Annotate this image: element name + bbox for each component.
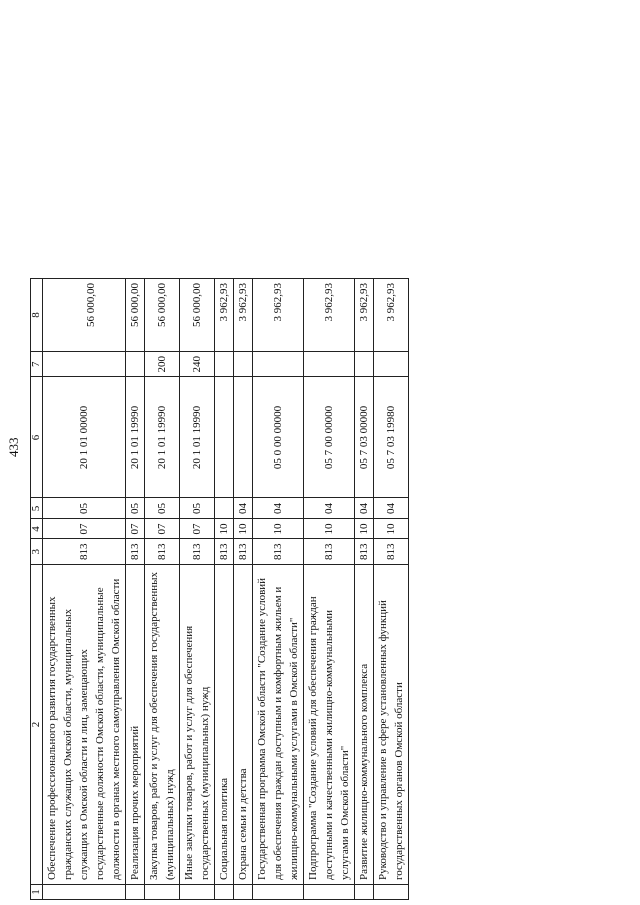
table-row [304,279,355,900]
cell-csr: 05 7 03 00000 [355,377,374,498]
cell-code: 813 [304,539,355,565]
cell-podrazdel: 05 [145,498,180,519]
cell-name: Реализация прочих мероприятий [126,565,145,885]
cell-podrazdel: 04 [253,498,304,519]
col-header: 4 [31,519,43,539]
col-header: 1 [31,885,43,900]
cell-razdel: 07 [126,519,145,539]
cell-name: Закупка товаров, работ и услуг для обеспечения государственных (муниципальных) нужд [145,565,180,885]
page-number: 433 [6,437,21,457]
cell-csr: 20 1 01 00000 [43,377,126,498]
cell-vr [355,352,374,378]
cell-amount: 3 962,93 [374,279,409,352]
cell-amount: 3 962,93 [304,279,355,352]
cell-code: 813 [234,539,253,565]
cell-col1 [355,885,374,900]
cell-col1 [43,885,126,900]
col-header: 8 [31,279,43,352]
cell-amount: 3 962,93 [253,279,304,352]
cell-podrazdel: 04 [234,498,253,519]
cell-col1 [145,885,180,900]
cell-amount: 3 962,93 [234,279,253,352]
cell-razdel: 10 [355,519,374,539]
cell-name: Развитие жилищно-коммунального комплекса [355,565,374,885]
cell-vr: 200 [145,352,180,378]
table-row [253,279,304,900]
cell-podrazdel: 05 [126,498,145,519]
cell-csr: 20 1 01 19990 [145,377,180,498]
col-header: 3 [31,539,43,565]
cell-amount: 3 962,93 [215,279,234,352]
cell-col1 [215,885,234,900]
cell-csr [234,377,253,498]
cell-razdel: 10 [253,519,304,539]
cell-code: 813 [215,539,234,565]
cell-csr: 05 7 03 19980 [374,377,409,498]
header-row [31,279,43,900]
cell-code: 813 [180,539,215,565]
cell-vr: 240 [180,352,215,378]
cell-name: Социальная политика [215,565,234,885]
table-row [43,279,126,900]
table-row [374,279,409,900]
cell-vr [304,352,355,378]
table-row [215,279,234,900]
cell-vr [43,352,126,378]
col-header: 2 [31,565,43,885]
cell-csr: 20 1 01 19990 [180,377,215,498]
cell-col1 [374,885,409,900]
cell-col1 [253,885,304,900]
cell-code: 813 [126,539,145,565]
cell-code: 813 [253,539,304,565]
col-header: 6 [31,377,43,498]
cell-csr [215,377,234,498]
col-header: 7 [31,352,43,378]
cell-razdel: 07 [43,519,126,539]
cell-name: Обеспечение профессионального развития государственных гражданских служащих Омской области, муниципальных служащих в Омской области и лиц, замещающих государственные должности Омской области, муниципальные должности в органах местного самоуправления Омской области [43,565,126,885]
cell-csr: 05 0 00 00000 [253,377,304,498]
cell-podrazdel: 04 [374,498,409,519]
cell-podrazdel [215,498,234,519]
cell-name: Руководство и управление в сфере установленных функций государственных органов Омской области [374,565,409,885]
table-row [126,279,145,900]
table-row [145,279,180,900]
cell-razdel: 10 [215,519,234,539]
cell-vr [215,352,234,378]
cell-podrazdel: 05 [43,498,126,519]
cell-amount: 56 000,00 [43,279,126,352]
cell-razdel: 07 [180,519,215,539]
cell-code: 813 [374,539,409,565]
cell-name: Государственная программа Омской области "Создание условий для обеспечения граждан доступным и комфортным жильем и жилищно-коммунальными услугами в Омской области" [253,565,304,885]
cell-col1 [180,885,215,900]
cell-amount: 56 000,00 [180,279,215,352]
cell-vr [253,352,304,378]
cell-col1 [304,885,355,900]
table-row [234,279,253,900]
col-header: 5 [31,498,43,519]
cell-podrazdel: 04 [304,498,355,519]
cell-amount: 56 000,00 [145,279,180,352]
cell-vr [126,352,145,378]
cell-razdel: 10 [374,519,409,539]
cell-razdel: 07 [145,519,180,539]
table-row [180,279,215,900]
cell-code: 813 [145,539,180,565]
cell-name: Охрана семьи и детства [234,565,253,885]
cell-razdel: 10 [304,519,355,539]
cell-amount: 3 962,93 [355,279,374,352]
cell-name: Подпрограмма "Создание условий для обеспечения граждан доступными и качественными жилищно-коммунальными услугами в Омской области" [304,565,355,885]
cell-razdel: 10 [234,519,253,539]
cell-podrazdel: 05 [180,498,215,519]
budget-table [30,278,409,900]
cell-podrazdel: 04 [355,498,374,519]
cell-col1 [126,885,145,900]
cell-vr [234,352,253,378]
cell-csr: 20 1 01 19990 [126,377,145,498]
cell-csr: 05 7 00 00000 [304,377,355,498]
cell-vr [374,352,409,378]
cell-code: 813 [355,539,374,565]
cell-col1 [234,885,253,900]
table-row [355,279,374,900]
cell-code: 813 [43,539,126,565]
cell-amount: 56 000,00 [126,279,145,352]
cell-name: Иные закупки товаров, работ и услуг для обеспечения государственных (муниципальных) нужд [180,565,215,885]
